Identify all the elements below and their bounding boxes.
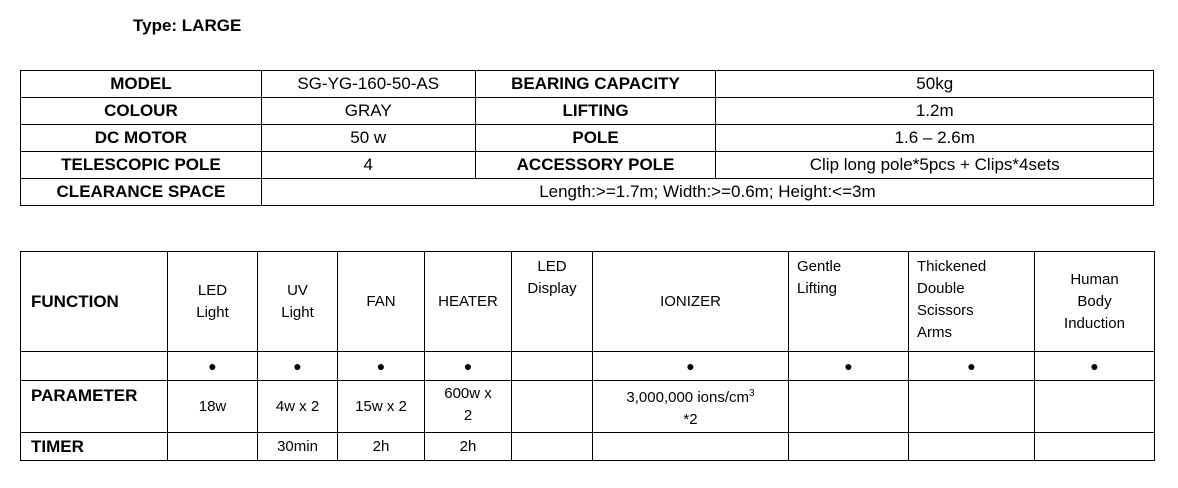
spec-row-colour [21, 98, 1154, 125]
human-body-line-1: Human [1070, 270, 1119, 288]
fan-dot: ● [338, 352, 425, 381]
scissors-line-3: Scissors [917, 302, 974, 319]
ionizer-dot: ● [593, 352, 789, 381]
led-light-line-2: Light [196, 303, 229, 321]
function-led-light [168, 252, 258, 352]
spec-row-telescopic [21, 152, 1154, 179]
function-scissors-arms [909, 252, 1035, 352]
lifting-label: LIFTING [475, 98, 716, 125]
scissors-arms-dot: ● [909, 352, 1035, 381]
parameter-heater [425, 381, 512, 433]
pole-label: POLE [475, 125, 716, 152]
gentle-lifting-line-1: Gentle [797, 258, 842, 275]
gentle-lifting-dot: ● [789, 352, 909, 381]
timer-led-display-empty [512, 433, 593, 461]
timer-heater: 2h [425, 433, 512, 461]
availability-row [21, 352, 1155, 381]
colour-value: GRAY [261, 98, 475, 125]
timer-label: TIMER [21, 433, 168, 461]
scissors-line-4: Arms [917, 324, 952, 341]
ionizer-param-value: 3,000,000 ions/cm [626, 389, 749, 406]
parameter-uv-light: 4w x 2 [258, 381, 338, 433]
parameter-scissors-empty [909, 381, 1035, 433]
timer-fan: 2h [338, 433, 425, 461]
parameter-led-light: 18w [168, 381, 258, 433]
function-fan: FAN [338, 252, 425, 352]
function-gentle-lifting [789, 252, 909, 352]
function-led-display [512, 252, 593, 352]
ionizer-param-line-2: *2 [683, 411, 698, 428]
availability-empty-cell [21, 352, 168, 381]
clearance-space-label: CLEARANCE SPACE [21, 179, 262, 206]
led-display-empty-cell [512, 352, 593, 381]
function-table [20, 251, 1155, 461]
human-body-line-3: Induction [1064, 314, 1125, 332]
parameter-fan: 15w x 2 [338, 381, 425, 433]
spec-row-clearance [21, 179, 1154, 206]
timer-row [21, 433, 1155, 461]
parameter-row [21, 381, 1155, 433]
parameter-gentle-lifting-empty [789, 381, 909, 433]
timer-ionizer-empty [593, 433, 789, 461]
uv-light-dot: ● [258, 352, 338, 381]
telescopic-pole-value: 4 [261, 152, 475, 179]
dc-motor-value: 50 w [261, 125, 475, 152]
lifting-value: 1.2m [716, 98, 1154, 125]
led-light-dot: ● [168, 352, 258, 381]
human-body-dot: ● [1035, 352, 1155, 381]
timer-gentle-lifting-empty [789, 433, 909, 461]
parameter-human-body-empty [1035, 381, 1155, 433]
model-value: SG-YG-160-50-AS [261, 71, 475, 98]
function-label: FUNCTION [21, 252, 168, 352]
heater-dot: ● [425, 352, 512, 381]
gentle-lifting-line-2: Lifting [797, 280, 838, 297]
parameter-label: PARAMETER [21, 381, 168, 433]
ionizer-param-sup: 3 [749, 388, 755, 399]
led-display-line-2: Display [527, 280, 577, 297]
accessory-pole-value: Clip long pole*5pcs + Clips*4sets [716, 152, 1154, 179]
spec-row-model [21, 71, 1154, 98]
function-ionizer: IONIZER [593, 252, 789, 352]
uv-light-line-1: UV [287, 281, 308, 299]
ionizer-param-line-1 [593, 383, 788, 409]
uv-light-line-2: Light [281, 303, 314, 321]
clearance-space-value: Length:>=1.7m; Width:>=0.6m; Height:<=3m [261, 179, 1153, 206]
function-uv-light [258, 252, 338, 352]
led-light-line-1: LED [197, 281, 228, 299]
timer-human-body-empty [1035, 433, 1155, 461]
colour-label: COLOUR [21, 98, 262, 125]
parameter-led-display-empty [512, 381, 593, 433]
timer-scissors-empty [909, 433, 1035, 461]
pole-value: 1.6 – 2.6m [716, 125, 1154, 152]
function-row [21, 252, 1155, 352]
spec-table [20, 70, 1154, 206]
spec-row-motor [21, 125, 1154, 152]
led-display-line-1: LED [537, 258, 567, 275]
model-label: MODEL [21, 71, 262, 98]
function-human-body-induction [1035, 252, 1155, 352]
bearing-capacity-label: BEARING CAPACITY [475, 71, 716, 98]
timer-uv-light: 30min [258, 433, 338, 461]
heater-param-line-1: 600w x [444, 385, 492, 402]
accessory-pole-label: ACCESSORY POLE [475, 152, 716, 179]
type-title: Type: LARGE [133, 16, 242, 35]
telescopic-pole-label: TELESCOPIC POLE [21, 152, 262, 179]
dc-motor-label: DC MOTOR [21, 125, 262, 152]
scissors-line-2: Double [917, 280, 965, 297]
function-heater: HEATER [425, 252, 512, 352]
parameter-ionizer [593, 381, 789, 433]
human-body-line-2: Body [1077, 292, 1112, 310]
scissors-line-1: Thickened [917, 258, 987, 275]
timer-led-light-empty [168, 433, 258, 461]
heater-param-line-2: 2 [463, 407, 473, 424]
bearing-capacity-value: 50kg [716, 71, 1154, 98]
